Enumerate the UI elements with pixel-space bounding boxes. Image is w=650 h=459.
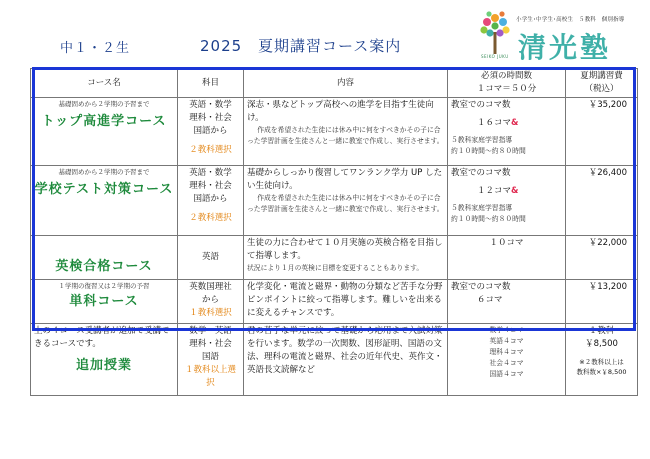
subject-cell (178, 236, 244, 280)
fee-cell: ￥22,000 (566, 236, 638, 280)
subject-line: 国語から (193, 194, 228, 204)
school-logo (478, 6, 648, 64)
course-note: 基礎固めから２学期の予習まで (58, 168, 150, 176)
course-name: 追加授業 (75, 358, 132, 373)
logo-name: 清光塾 (518, 31, 612, 64)
content-note: 作成を希望された生徒には休み中に何をすべきかその子に合った学習計画を生徒さんと一緒に教室で作成し、実行させます。 (247, 126, 444, 145)
col-subject: 科目 (178, 69, 244, 98)
table-header-row (31, 69, 638, 98)
content-main: 深志・県などトップ高校への進学を目指す生徒向け。 (247, 100, 434, 123)
time-line: 教室でのコマ数 (451, 100, 511, 110)
col-fee-line2: （税込） (584, 84, 619, 94)
time-cell (448, 166, 566, 236)
table-row (31, 98, 638, 166)
logo-subtitle: 小学生･中学生･高校生 ５教科 個別指導 (516, 17, 625, 23)
time-count (451, 117, 562, 130)
course-cell (31, 236, 178, 280)
time-cell (448, 280, 566, 324)
logo-footer: SEIKO JUKU (481, 54, 509, 59)
content-main: 生徒の力に合わせて１０月実施の英検合格を目指して指導します。 (247, 238, 443, 261)
time-count (451, 185, 562, 198)
course-note: １学期の復習又は２学期の予習 (58, 282, 150, 290)
time-koma: ６コマ (477, 295, 503, 305)
content-note: 状況により１月の英検に目標を変更することもあります。 (247, 264, 424, 272)
subject-cell (178, 324, 244, 396)
subject-line: 数学・英語 (189, 326, 232, 336)
col-time-line1: 必須の時間数 (480, 71, 532, 81)
col-course: コース名 (31, 69, 178, 98)
fee-cell: ￥13,200 (566, 280, 638, 324)
table-row (31, 280, 638, 324)
fee-line2: ￥8,500 (585, 339, 618, 349)
subject-cell (178, 98, 244, 166)
time-item: 国語４コマ (489, 370, 524, 378)
col-fee (566, 69, 638, 98)
fee-note1: ※２教科以上は (579, 358, 624, 366)
subject-line: 英数国理社 (189, 282, 232, 292)
table-row-extra (31, 324, 638, 396)
subject-line: 国語から (193, 126, 228, 136)
time-koma: １２コマ (477, 186, 512, 196)
course-name: 単科コース (69, 294, 139, 309)
subject-note: ２教科選択 (189, 213, 232, 223)
subject-cell (178, 166, 244, 236)
time-item: 理科４コマ (489, 348, 524, 356)
table-row (31, 166, 638, 236)
fee-cell (566, 324, 638, 396)
subject-line: 理科・社会 (189, 181, 232, 191)
content-main: 化学変化・電流と磁界・動物の分類など苦手な分野ピンポイントに絞って指導します。難しいを出来るに変えるチャンスです。 (247, 282, 443, 318)
time-item: 社会４コマ (489, 359, 524, 367)
subject-line: 英語・数学 (189, 168, 232, 178)
course-name: 学校テスト対策コース (34, 182, 174, 197)
time-home: ５教科家庭学習指導 (451, 204, 513, 212)
amp-mark: & (511, 118, 519, 128)
grade-label: 中１・２生 (60, 41, 131, 56)
content-cell (244, 98, 448, 166)
time-range: 約１０時間～約８０時間 (451, 147, 526, 155)
subject-line: 国語 (201, 352, 219, 362)
content-cell (244, 236, 448, 280)
course-table (30, 68, 638, 396)
title-text: 夏期講習コース案内 (257, 37, 402, 55)
col-time (448, 69, 566, 98)
subject-note: １教科以上選択 (184, 365, 236, 388)
subject-cell (178, 280, 244, 324)
content-main: 基礎からしっかり復習してワンランク学力 UP したい生徒向け。 (247, 168, 443, 191)
content-cell (244, 166, 448, 236)
time-line: 教室でのコマ数 (451, 168, 511, 178)
col-time-line2: １コマ＝５０分 (476, 84, 537, 94)
amp-mark: & (511, 186, 519, 196)
fee-line1: １教科 (588, 326, 615, 336)
course-cell (31, 280, 178, 324)
time-item: 数学４コマ (489, 326, 524, 334)
content-main: 君の苦手な単元に絞って基礎から応用まで入試対策を行います。数学の一次関数、図形証明、国語の文法、理科の電流と磁界、社会の近年代史、英作文・英語長文読解など (247, 326, 443, 375)
page-header (0, 0, 650, 66)
subject-line: 理科・社会 (189, 113, 232, 123)
time-item: 英語４コマ (489, 337, 524, 345)
time-range: 約１０時間～約８０時間 (451, 215, 526, 223)
time-line: 教室でのコマ数 (451, 282, 511, 292)
year-label: 2025 (200, 37, 243, 55)
subject-note: ２教科選択 (189, 145, 232, 155)
time-line: １０コマ (489, 238, 524, 248)
tree-logo-icon (478, 10, 512, 56)
table-row (31, 236, 638, 280)
fee-cell: ￥26,400 (566, 166, 638, 236)
fee-cell: ￥35,200 (566, 98, 638, 166)
content-note: 作成を希望された生徒には休み中に何をすべきかその子に合った学習計画を生徒さんと一緒に教室で作成し、実行させます。 (247, 194, 444, 213)
course-cell (31, 98, 178, 166)
course-note: 基礎固めから２学期の予習まで (58, 100, 150, 108)
time-cell (448, 324, 566, 396)
course-name: 英検合格コース (55, 259, 153, 274)
subject-line: 理科・社会 (189, 339, 232, 349)
subject-line: 英語・数学 (189, 100, 232, 110)
course-name: トップ高進学コース (41, 114, 167, 129)
time-cell (448, 236, 566, 280)
page-title (200, 35, 401, 56)
course-cell (31, 166, 178, 236)
time-home: ５教科家庭学習指導 (451, 136, 513, 144)
fee-note2: 教科数×￥8,500 (576, 368, 627, 376)
col-fee-line1: 夏期講習費 (580, 71, 623, 81)
course-desc: 上の４コース受講者が追加で受講できるコースです。 (34, 326, 170, 349)
time-koma: １６コマ (477, 118, 512, 128)
subject-line: 英語 (201, 252, 219, 262)
content-cell (244, 280, 448, 324)
subject-line: から (201, 295, 219, 305)
col-content: 内容 (244, 69, 448, 98)
subject-note: １教科選択 (189, 308, 232, 318)
content-cell (244, 324, 448, 396)
course-cell (31, 324, 178, 396)
time-cell (448, 98, 566, 166)
